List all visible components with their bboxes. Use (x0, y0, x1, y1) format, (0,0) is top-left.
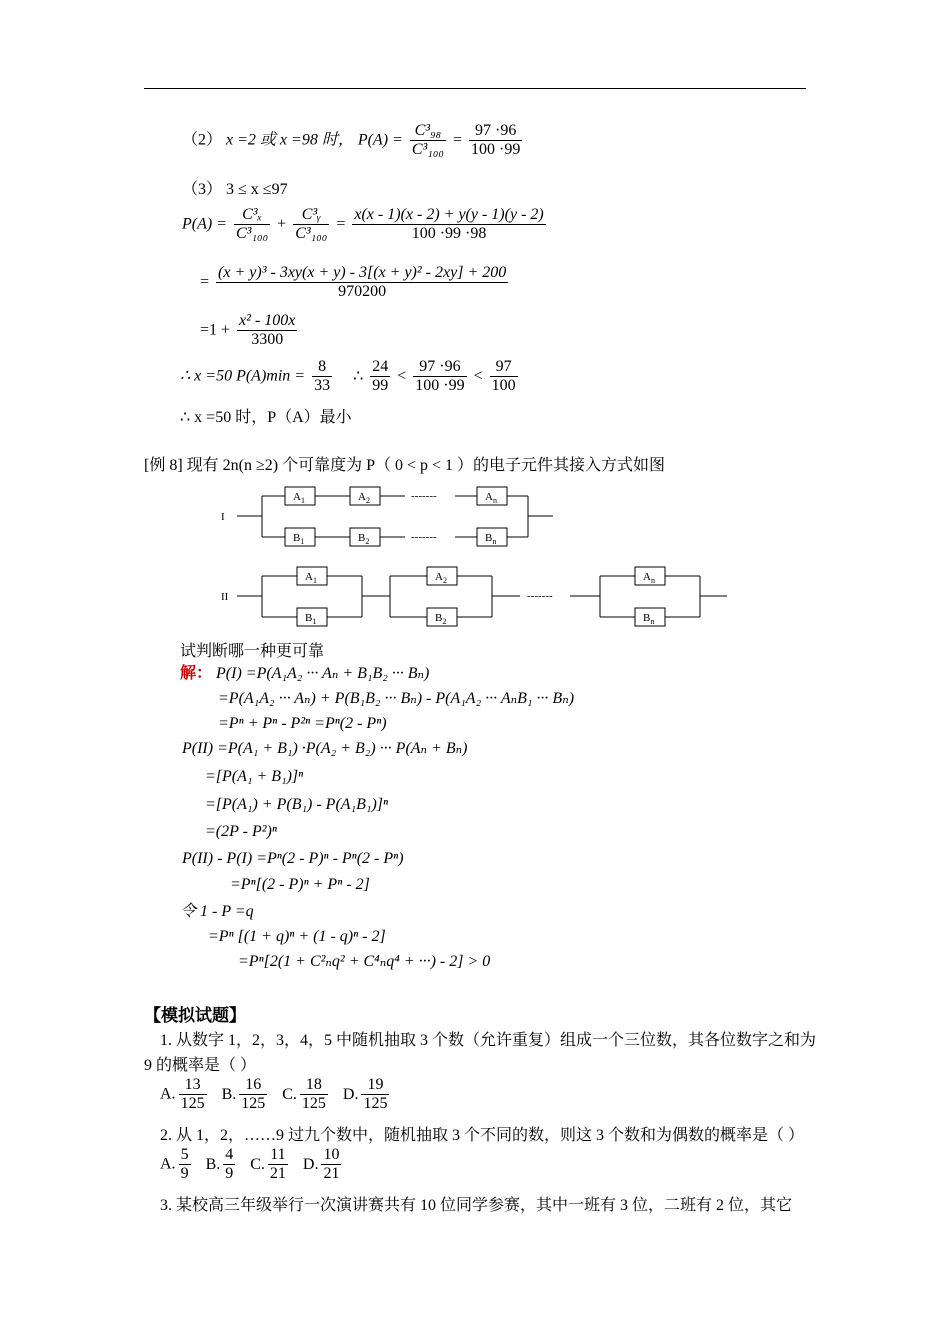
solution-line-2: （2） x =2 或 x =98 时， P(A) = $\frac{\text{C³₉₈}}{\text{C³₁₀₀}}$ = $\frac{97 \cdot 96}{100 \cdot 99}$ (182, 122, 521, 159)
svg-text:B1: $B_1$ (293, 532, 305, 546)
svg-text:B2: $B_2$ (435, 612, 447, 626)
svg-text:-------: ------- (411, 531, 437, 543)
svg-text:B2: $B_2$ (358, 532, 370, 546)
question-text: 试判断哪一种更可靠 (180, 643, 325, 660)
solution-line: =[P(A₁ + B₁)]ⁿ (205, 768, 304, 785)
svg-text:An: $A_n$ (643, 571, 655, 585)
label-II: II (221, 591, 229, 603)
header-rule (144, 88, 806, 89)
formula-line: ∴ x =50 P(A)min = $\frac{8}{33}$ ∴ $\frac{24}{99}$ < $\frac{97 \cdot 96}{100 \cdot 99}$ < $\frac{97}{100}$ (180, 358, 516, 395)
solution-line-3: （3） 3 ≤ x ≤97 (182, 181, 288, 198)
solution-line: 令 1 - P =q (180, 903, 254, 920)
formula-line: =1 + $\frac{\text{x² - 100x}}{3300}$ (200, 312, 296, 349)
solution-line: =[P(A₁) + P(B₁) - P(A₁B₁)]ⁿ (205, 796, 389, 813)
formula-line: = $\frac{\text{(x + y)³ - 3xy(x + y) - 3[(x + y)² - 2xy] + 200}}{970200}$ (200, 264, 507, 301)
solution-line: =P(A₁A₂ ··· Aₙ) + P(B₁B₂ ··· Bₙ) - P(A₁A₂ ··· AₙB₁ ··· Bₙ) (218, 690, 575, 707)
example-8-heading: [例 8] 现有 2n(n ≥2) 个可靠度为 P（ 0 < p < 1 ）的电子元件其接入方式如图 (144, 457, 666, 474)
svg-text:Bn: $B_n$ (643, 612, 655, 626)
condition-text: x =2 或 x =98 时， (226, 131, 354, 149)
question-3-text: 3. 某校高三年级举行一次演讲赛共有 10 位同学参赛，其中一班有 3 位，二班有 2 位，其它 (160, 1197, 793, 1214)
item-number: （2） (182, 131, 227, 149)
question-1-text-cont: 9 的概率是（ ） (144, 1057, 257, 1074)
svg-text:-------: ------- (411, 490, 437, 502)
solution-line: =Pⁿ[2(1 + C²ₙq² + C⁴ₙq⁴ + ···) - 2] > 0 (238, 953, 491, 970)
fraction: $\frac{97 \cdot 96}{100 \cdot 99}$ (471, 122, 521, 159)
question-1-options: A. $\frac{13}{125}$ B. $\frac{16}{125}$ C. $\frac{18}{125}$ D. $\frac{19}{125}$ (160, 1076, 388, 1113)
fraction: $\frac{\text{C³₉₈}}{\text{C³₁₀₀}}$ (411, 122, 444, 159)
svg-text:-------: ------- (527, 590, 553, 602)
question-2-options: A. $\frac{5}{9}$ B. $\frac{4}{9}$ C. $\frac{11}{21}$ D. $\frac{10}{21}$ (160, 1146, 340, 1183)
conclusion-line: ∴ x =50 时，P（A）最小 (180, 409, 352, 426)
solution-line: =Pⁿ [(1 + q)ⁿ + (1 - q)ⁿ - 2] (208, 928, 386, 945)
svg-text:A2: $A_2$ (435, 571, 447, 585)
solution-line: P(II) =P(A₁ + B₁) ·P(A₂ + B₂) ··· P(Aₙ + Bₙ) (182, 740, 468, 757)
label-I: I (221, 511, 225, 523)
question-1-text: 1. 从数字 1，2，3，4，5 中随机抽取 3 个数（允许重复）组成一个三位数，其各位数字之和为 (160, 1032, 817, 1049)
svg-text:B1: $B_1$ (305, 612, 317, 626)
svg-text:A1: $A_1$ (305, 571, 317, 585)
solution-line: P(II) - P(I) =Pⁿ(2 - P)ⁿ - Pⁿ(2 - Pⁿ) (182, 850, 404, 867)
question-2-text: 2. 从 1，2，……9 过九个数中，随机抽取 3 个不同的数，则这 3 个数和为偶数的概率是（ ） (160, 1127, 805, 1144)
formula-line: P(A) = $\frac{\text{C³ₓ}}{\text{C³₁₀₀}}$ + $\frac{\text{C³ᵧ}}{\text{C³₁₀₀}}$ = $\frac{x(x - 1)(x - 2) + y(y - 1)(y - 2)}{100 \cdot 99 \cdot 98}$ (182, 206, 544, 243)
solution-line: =(2P - P²)ⁿ (205, 823, 277, 840)
svg-text:A1: $A_1$ (293, 491, 305, 505)
formula-lhs: P(A) = (357, 131, 403, 149)
svg-text:A2: $A_2$ (358, 491, 370, 505)
solution-label: 解： (180, 665, 213, 682)
solution-line: =Pⁿ[(2 - P)ⁿ + Pⁿ - 2] (230, 876, 370, 893)
section-title: 【模拟试题】 (144, 1006, 246, 1025)
solution-line: =Pⁿ + Pⁿ - P²ⁿ =Pⁿ(2 - Pⁿ) (218, 715, 387, 732)
svg-text:Bn: $B_n$ (485, 532, 497, 546)
solution-line: 解： P(I) =P(A₁A₂ ··· Aₙ + B₁B₂ ··· Bₙ) (180, 665, 430, 682)
circuit-diagram (215, 480, 735, 640)
svg-text:An: $A_n$ (485, 491, 497, 505)
